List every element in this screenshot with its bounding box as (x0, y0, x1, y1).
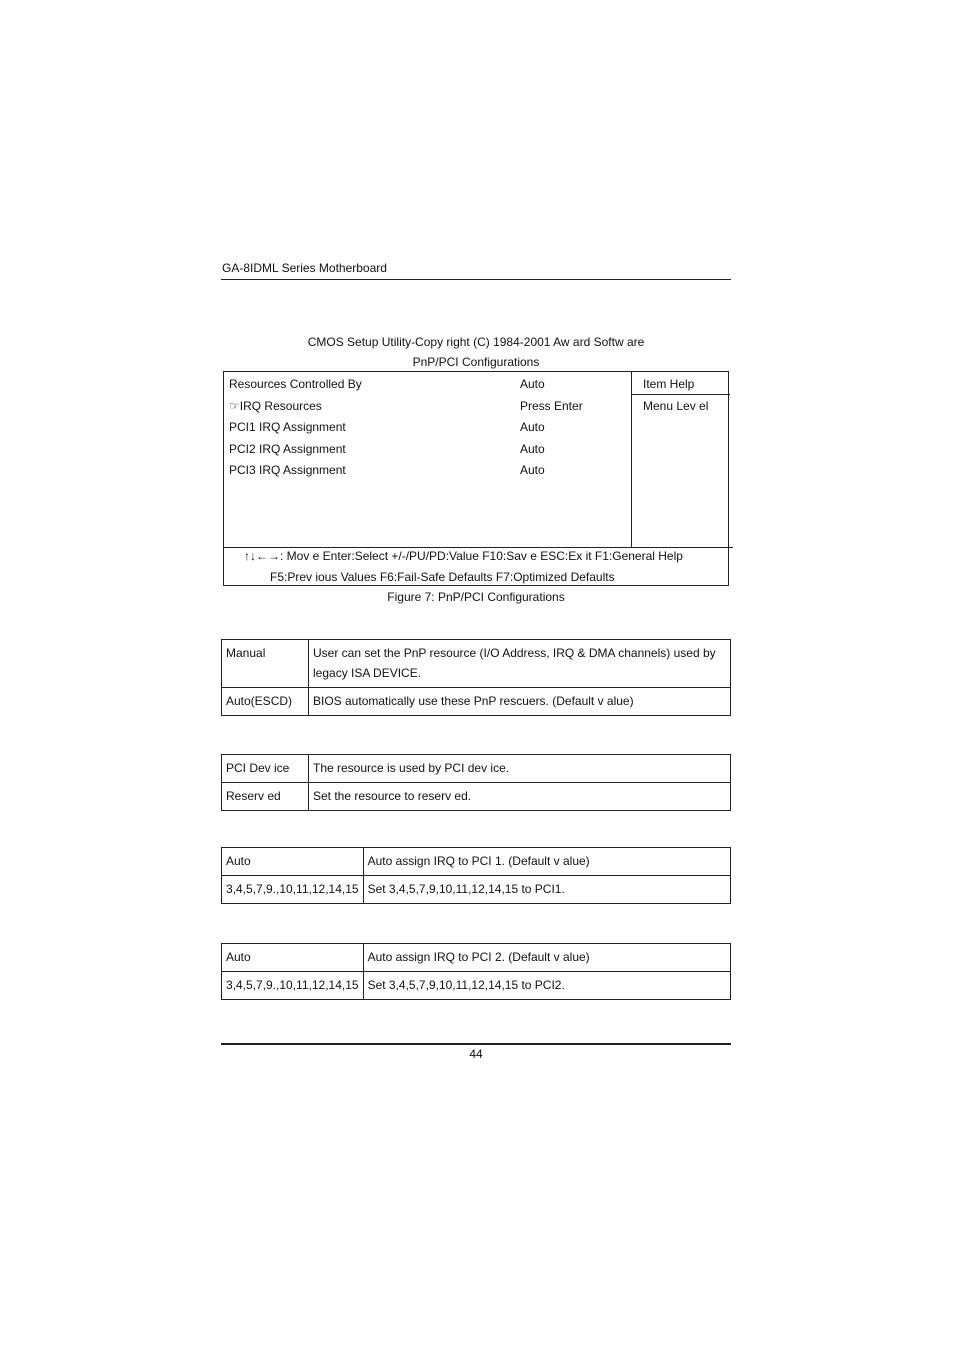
header-rule (221, 279, 731, 280)
bios-item-value[interactable]: Auto (520, 420, 545, 434)
pci1-options-table (221, 847, 731, 904)
bios-item-label: PCI2 IRQ Assignment (229, 442, 346, 456)
table-row (222, 848, 731, 876)
option-cell: Auto(ESCD) (222, 688, 309, 716)
table-row (222, 944, 731, 972)
description-cell: Set the resource to reserv ed. (309, 783, 731, 811)
description-cell: BIOS automatically use these PnP rescuers. (Default v alue) (309, 688, 731, 716)
bios-item-value[interactable]: Auto (520, 442, 545, 456)
description-cell: User can set the PnP resource (I/O Address, IRQ & DMA channels) used by legacy ISA DEVICE. (309, 640, 731, 688)
bios-item-label: PCI1 IRQ Assignment (229, 420, 346, 434)
bios-item-value[interactable]: Auto (520, 377, 545, 391)
bios-screen (223, 371, 729, 586)
description-cell: Auto assign IRQ to PCI 1. (Default v alue) (363, 848, 730, 876)
description-cell: Set 3,4,5,7,9,10,11,12,14,15 to PCI2. (363, 972, 730, 1000)
figure-caption: Figure 7: PnP/PCI Configurations (387, 590, 565, 604)
bios-item-value[interactable]: Press Enter (520, 399, 583, 413)
bios-item-label: PCI3 IRQ Assignment (229, 463, 346, 477)
resources-options-table (221, 639, 731, 716)
table-row (222, 688, 731, 716)
description-cell: Auto assign IRQ to PCI 2. (Default v alue) (363, 944, 730, 972)
running-header: GA-8IDML Series Motherboard (222, 261, 387, 275)
bios-item-value[interactable]: Auto (520, 463, 545, 477)
menu-level: Menu Lev el (643, 399, 709, 413)
table-row (222, 783, 731, 811)
option-cell: Auto (222, 848, 364, 876)
table-row (222, 640, 731, 688)
table-row (222, 755, 731, 783)
option-cell: PCI Dev ice (222, 755, 309, 783)
bios-title: CMOS Setup Utility-Copy right (C) 1984-2001 Aw ard Softw are (307, 335, 645, 349)
key-legend-line2: F5:Prev ious Values F6:Fail-Safe Defaults F7:Optimized Defaults (270, 570, 615, 584)
key-legend-line1: ↑↓←→: Mov e Enter:Select +/-/PU/PD:Value F10:Sav e ESC:Ex it F1:General Help (244, 549, 683, 563)
option-cell: Auto (222, 944, 364, 972)
irq-options-table (221, 754, 731, 811)
footer-rule (221, 1043, 731, 1045)
bios-item-label: Resources Controlled By (229, 377, 362, 391)
table-row (222, 876, 731, 904)
bios-subtitle: PnP/PCI Configurations (412, 355, 540, 369)
bios-item-label: ☞IRQ Resources (229, 399, 322, 413)
item-help-panel (631, 372, 730, 548)
item-help-title: Item Help (643, 377, 695, 391)
option-cell: 3,4,5,7,9.,10,11,12,14,15 (222, 972, 364, 1000)
page-number: 44 (469, 1047, 483, 1061)
pci2-options-table (221, 943, 731, 1000)
table-row (222, 972, 731, 1000)
description-cell: The resource is used by PCI dev ice. (309, 755, 731, 783)
description-cell: Set 3,4,5,7,9,10,11,12,14,15 to PCI1. (363, 876, 730, 904)
option-cell: Reserv ed (222, 783, 309, 811)
help-divider (632, 394, 730, 395)
option-cell: 3,4,5,7,9.,10,11,12,14,15 (222, 876, 364, 904)
option-cell: Manual (222, 640, 309, 688)
nav-divider (223, 547, 733, 548)
